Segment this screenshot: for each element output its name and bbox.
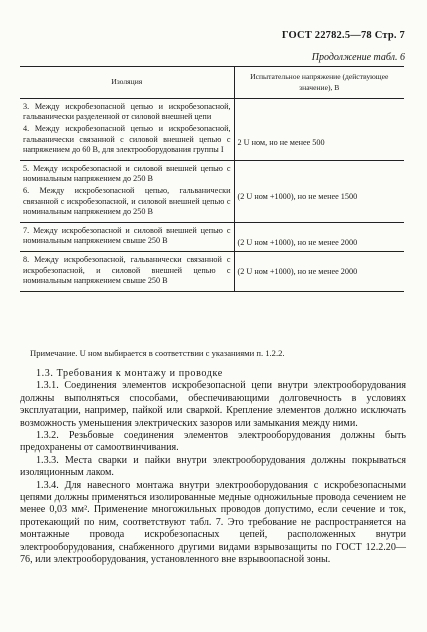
paragraph-1-3-3: 1.3.3. Места сварки и пайки внутри электрооборудования должны покрываться изоляционным лаком.: [20, 454, 406, 479]
paragraph-1-3-4: 1.3.4. Для навесного монтажа внутри электрооборудования с искробезопасными цепями должны применяться изолированные медные одножильные провода сечением не менее 0,03 мм². Применение многожильных проводов допустимо, если сечение и ток, протекающий по ним, соответствуют табл. 7. Это требование не распространяется на монтажные провода искробезопасных цепей, расположенных внутри электрооборудования, снабженного другими видами взрывозащиты по ГОСТ 12.2.20—76, или электрооборудования, установленного вне взрывоопасной зоны.: [20, 479, 406, 566]
section-body: [20, 368, 406, 567]
insulation-test-table: [20, 66, 404, 292]
test-voltage-value: (2 U ном +1000), но не менее 2000: [237, 238, 358, 248]
table-note: Примечание. U ном выбирается в соответствии с указаниями п. 1.2.2.: [30, 348, 285, 358]
paragraph-1-3-2: 1.3.2. Резьбовые соединения элементов электрооборудования должны быть предохранены от самоотвинчивания.: [20, 430, 406, 454]
table-row: [20, 252, 404, 292]
test-voltage-value: (2 U ном +1000), но не менее 2000: [237, 267, 358, 277]
column-header-test-voltage: Испытательное напряжение (действующее значение), В: [234, 67, 404, 99]
column-header-insulation: Изоляция: [20, 67, 234, 99]
test-voltage-value: 2 U ном, но не менее 500: [237, 138, 325, 147]
section-title: 1.3. Требования к монтажу и проводке: [36, 368, 223, 379]
insulation-item-6: 6. Между искробезопасной цепью, гальванически связанной с искробезопасной, и силовой внешней цепью с номинальным напряжением до 250 В: [23, 186, 231, 216]
insulation-item-3: 3. Между искробезопасной цепью и искробезопасной, гальванически разделенной от силовой внешней цепи: [23, 102, 231, 122]
table-header-row: [20, 67, 404, 99]
insulation-item-8: 8. Между искробезопасной, гальванически связанной с искробезопасной, и силовой внешней цепью с номинальным напряжением свыше 250 В: [23, 255, 231, 285]
table-row: [20, 99, 404, 161]
voltage-cell: [234, 161, 404, 223]
standard-number: ГОСТ 22782.5—78: [281, 30, 372, 41]
insulation-cell: [20, 252, 234, 292]
insulation-item-4: 4. Между искробезопасной цепью и искробезопасной, гальванически связанной с силовой внешней цепью с напряжением до 60 В, для электрооборудования группы I: [23, 124, 231, 154]
insulation-item-7: 7. Между искробезопасной и силовой внешней цепью с номинальным напряжением свыше 250 В: [23, 226, 231, 246]
paragraph-1-3-1: 1.3.1. Соединения элементов искробезопасной цепи внутри электрооборудования должны выполняться способами, обеспечивающими долговечность в условиях эксплуатации, например, пайкой или сваркой. Крепление элементов должно исключать возможность уменьшения электрических зазоров или замыкания между ними.: [20, 380, 406, 429]
test-voltage-value: (2 U ном +1000), но не менее 1500: [237, 192, 358, 202]
page-header: [0, 30, 405, 41]
insulation-item-5: 5. Между искробезопасной и силовой внешней цепью с номинальным напряжением до 250 В: [23, 164, 231, 184]
voltage-cell: [234, 99, 404, 161]
table-continuation-caption: Продолжение табл. 6: [311, 52, 405, 63]
page-number: Стр. 7: [374, 30, 405, 41]
table-row: [20, 161, 404, 223]
voltage-cell: [234, 223, 404, 252]
insulation-cell: [20, 161, 234, 223]
insulation-cell: [20, 223, 234, 252]
insulation-cell: [20, 99, 234, 161]
table-row: [20, 223, 404, 252]
voltage-cell: [234, 252, 404, 292]
